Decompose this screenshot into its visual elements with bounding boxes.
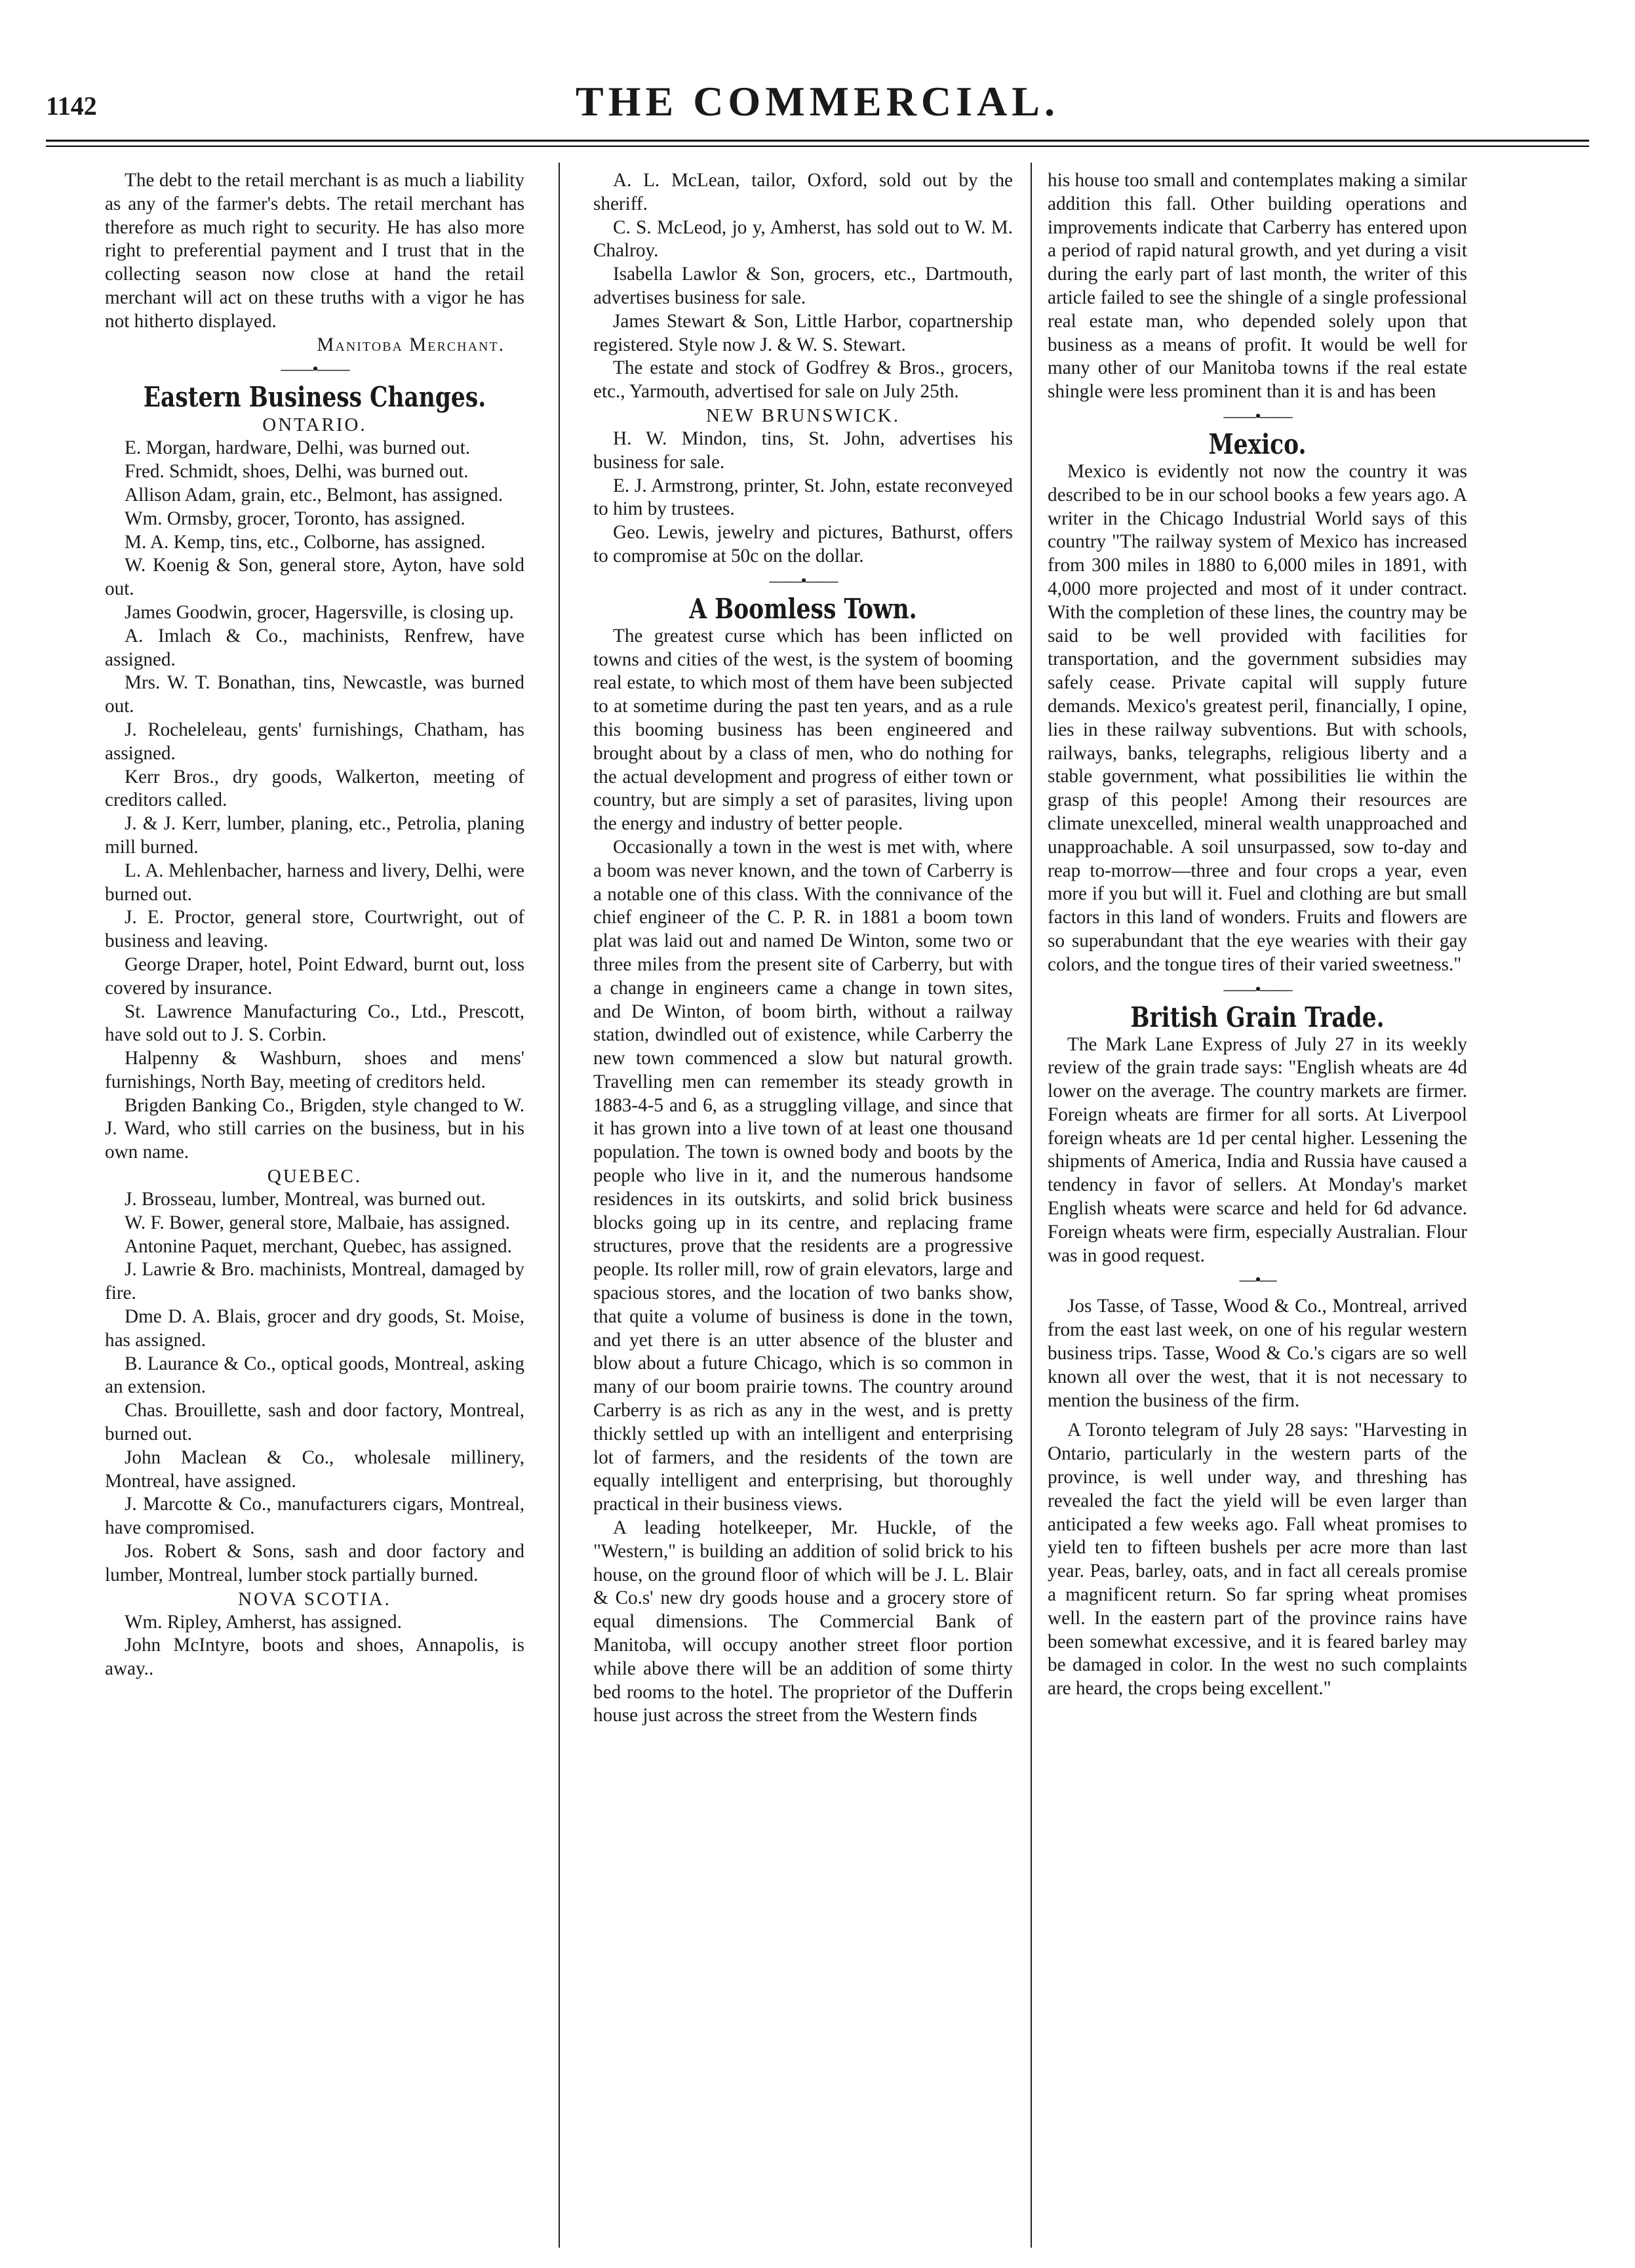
list-item: John Maclean & Co., wholesale millinery, Montreal, have assigned. bbox=[105, 1446, 524, 1492]
list-item: Jos. Robert & Sons, sash and door factory and lumber, Montreal, lumber stock partially burned. bbox=[105, 1541, 524, 1585]
list-item: H. W. Mindon, tins, St. John, advertises his business for sale. bbox=[593, 428, 1013, 473]
column-divider bbox=[559, 163, 560, 2248]
article-paragraph: The Mark Lane Express of July 27 in its weekly review of the grain trade says: "English wheats are 4d lower on the average. The country markets are firmer. Foreign wheats are firmer for all sorts. At Liverpool foreign wheats are 1d per cental higher. Lessening the shipments of America, India and Russia have caused a tendency in favor of sellers. At Monday's market English wheats were scarce and held for 6d advance. Foreign wheats were firm, especially Australian. Flour was in good request. bbox=[1048, 1033, 1467, 1266]
subheading-new-brunswick: NEW BRUNSWICK. bbox=[705, 405, 901, 426]
intro-paragraph: The debt to the retail merchant is as much a liability as any of the farmer's debts. The retail merchant has therefore as much right to security. He has also more right to preferential payment and I trust that in the collecting season now close at hand the retail merchant will act on these truths with a vigor he has not hitherto displayed. bbox=[105, 170, 524, 332]
list-item: Halpenny & Washburn, shoes and mens' furnishings, North Bay, meeting of creditors held. bbox=[105, 1048, 524, 1092]
list-item: M. A. Kemp, tins, etc., Colborne, has assigned. bbox=[125, 531, 486, 553]
subheading-nova-scotia: NOVA SCOTIA. bbox=[238, 1588, 391, 1610]
ornament-divider: ——•—— bbox=[281, 359, 349, 379]
signature: Manitoba Merchant. bbox=[317, 334, 505, 355]
article-paragraph: A Toronto telegram of July 28 says: "Harvesting in Ontario, particularly in the western parts of the province, is well under way, and threshing has revealed the fact the yield will be even larger than anticipated a few weeks ago. Fall wheat promises to yield ten to fifteen bushels per acre more than last year. Peas, barley, oats, and in fact all cereals promise a magnificent return. So far spring wheat promises well. In the eastern part of the province rains have been somewhat excessive, and it is feared barley may be damaged in color. In the west no such complaints are heard, the crops being excellent." bbox=[1048, 1420, 1467, 1700]
list-item: Fred. Schmidt, shoes, Delhi, was burned out. bbox=[125, 461, 469, 483]
ornament-divider: ——•—— bbox=[1223, 406, 1291, 426]
list-item: James Goodwin, grocer, Hagersville, is closing up. bbox=[125, 601, 514, 623]
article-paragraph: his house too small and contemplates making a similar addition this fall. Other building operations and improvements indicate that Carberry has entered upon a period of rapid natural growth, and yet during a visit during the early part of last month, the writer of this article failed to see the shingle of a single professional real estate man, who depended solely upon that business as a means of profit. It would be well for many other of our Manitoba towns if the real estate shingle were less prominent than it is and has been bbox=[1048, 170, 1467, 403]
list-item: Chas. Brouillette, sash and door factory, Montreal, burned out. bbox=[105, 1400, 524, 1445]
list-item: The estate and stock of Godfrey & Bros., grocers, etc., Yarmouth, advertised for sale on July 25th. bbox=[593, 357, 1013, 403]
list-item: J. & J. Kerr, lumber, planing, etc., Petrolia, planing mill burned. bbox=[105, 813, 524, 858]
article-heading: Mexico. bbox=[1208, 428, 1307, 460]
ornament-divider: ——•—— bbox=[1223, 979, 1291, 999]
list-item: Wm. Ripley, Amherst, has assigned. bbox=[125, 1611, 402, 1633]
article-heading: British Grain Trade. bbox=[1130, 1001, 1385, 1033]
list-item: B. Laurance & Co., optical goods, Montreal, asking an extension. bbox=[105, 1353, 524, 1398]
article-paragraph: The greatest curse which has been inflicted on towns and cities of the west, is the system of booming real estate, to which most of them have been subjected to at sometime during the past ten years, and as a rule this booming business has been engineered and brought about by a class of men, who do nothing for the actual development and progress of either town or country, but are simply a set of parasites, living upon the energy and industry of better people. bbox=[593, 625, 1013, 835]
list-item: James Stewart & Son, Little Harbor, copartnership registered. Style now J. & W. S. Stewart. bbox=[593, 310, 1013, 355]
article-heading: A Boomless Town. bbox=[689, 592, 917, 625]
list-item: E. J. Armstrong, printer, St. John, estate reconveyed to him by trustees. bbox=[593, 475, 1013, 520]
list-item: Allison Adam, grain, etc., Belmont, has assigned. bbox=[125, 484, 503, 506]
list-item: E. Morgan, hardware, Delhi, was burned out. bbox=[125, 437, 471, 459]
column-2 bbox=[593, 169, 1013, 1728]
article-paragraph: A leading hotelkeeper, Mr. Huckle, of the "Western," is building an addition of solid brick to his house, on the ground floor of which will be J. L. Blair & Co.s' new dry goods house and a grocery store of equal dimensions. The Commercial Bank of Manitoba, will occupy another street floor portion while above there will be an addition of some thirty bed rooms to the hotel. The proprietor of the Dufferin house just across the street from the Western finds bbox=[593, 1517, 1013, 1726]
list-item: Kerr Bros., dry goods, Walkerton, meeting of creditors called. bbox=[105, 766, 524, 811]
list-item: L. A. Mehlenbacher, harness and livery, Delhi, were burned out. bbox=[105, 860, 524, 905]
column-1 bbox=[105, 169, 524, 1681]
list-item: W. Koenig & Son, general store, Ayton, have sold out. bbox=[105, 555, 524, 600]
list-item: J. E. Proctor, general store, Courtwright, out of business and leaving. bbox=[105, 907, 524, 952]
header-rule bbox=[46, 140, 1589, 147]
list-item: John McIntyre, boots and shoes, Annapolis, is away.. bbox=[105, 1635, 524, 1680]
list-item: J. Marcotte & Co., manufacturers cigars, Montreal, have compromised. bbox=[105, 1494, 524, 1539]
list-item: Geo. Lewis, jewelry and pictures, Bathurst, offers to compromise at 50c on the dollar. bbox=[593, 522, 1013, 567]
list-item: Antonine Paquet, merchant, Quebec, has assigned. bbox=[125, 1235, 512, 1257]
list-item: J. Rocheleleau, gents' furnishings, Chatham, has assigned. bbox=[105, 719, 524, 764]
list-item: Mrs. W. T. Bonathan, tins, Newcastle, was burned out. bbox=[105, 672, 524, 717]
page-number: 1142 bbox=[46, 91, 97, 121]
article-paragraph: Jos Tasse, of Tasse, Wood & Co., Montreal, arrived from the east last week, on one of his regular western business trips. Tasse, Wood & Co.'s cigars are so well known all over the west, that it is not necessary to mention the business of the firm. bbox=[1048, 1296, 1467, 1411]
list-item: J. Lawrie & Bro. machinists, Montreal, damaged by fire. bbox=[105, 1259, 524, 1304]
list-item: St. Lawrence Manufacturing Co., Ltd., Prescott, have sold out to J. S. Corbin. bbox=[105, 1001, 524, 1046]
list-item: J. Brosseau, lumber, Montreal, was burned out. bbox=[125, 1189, 486, 1210]
list-item: Brigden Banking Co., Brigden, style changed to W. J. Ward, who still carries on the business, but in his own name. bbox=[105, 1094, 524, 1163]
article-paragraph: Mexico is evidently not now the country it was described to be in our school books a few years ago. A writer in the Chicago Industrial World says of this country "The railway system of Mexico has increased from 300 miles in 1880 to 6,000 miles in 1891, with 4,000 more projected and most of it under contract. With the completion of these lines, the country may be said to be well provided with facilities for transportation, and the government subsidies may safely cease. Private capital will supply future demands. Mexico's greatest peril, financially, I opine, lies in these railway subventions. But with schools, railways, banks, telegraphs, religious liberty and a stable government, what possibilities lie within the grasp of this people! Among their resources are climate unexcelled, mineral wealth unapproached and unapproachable. A soil unsurpassed, sow to-day and reap to-morrow—three and four crops a year, even more if you but will it. Fuel and clothing are but small factors in this land of wonders. Fruits and flowers are so superabundant that the eye wearies with their gay colors, and the tongue tires of their varied sweetness." bbox=[1048, 460, 1467, 975]
list-item: Isabella Lawlor & Son, grocers, etc., Dartmouth, advertises business for sale. bbox=[593, 264, 1013, 308]
list-item: A. Imlach & Co., machinists, Renfrew, have assigned. bbox=[105, 625, 524, 670]
masthead-title: THE COMMERCIAL. bbox=[576, 78, 1059, 125]
subheading-quebec: QUEBEC. bbox=[267, 1166, 363, 1187]
list-item: W. F. Bower, general store, Malbaie, has assigned. bbox=[125, 1212, 510, 1233]
list-item: Wm. Ormsby, grocer, Toronto, has assigned. bbox=[125, 507, 465, 529]
section-heading: Eastern Business Changes. bbox=[143, 381, 486, 414]
ornament-divider: —•— bbox=[1239, 1270, 1276, 1290]
list-item: C. S. McLeod, jo y, Amherst, has sold out to W. M. Chalroy. bbox=[593, 216, 1013, 262]
column-3 bbox=[1048, 169, 1467, 1701]
list-item: George Draper, hotel, Point Edward, burnt out, loss covered by insurance. bbox=[105, 953, 524, 999]
ornament-divider: ——•—— bbox=[769, 570, 837, 590]
article-paragraph: Occasionally a town in the west is met with, where a boom was never known, and the town of Carberry is a notable one of this class. With the connivance of the chief engineer of the C. P. R. in 1881 a boom town plat was laid out and named De Winton, some two or three miles from the present site of Carberry, but with a change in engineers came a change in town sites, and De Winton, of boom birth, without a railway station, dwindled out of existence, while Carberry the new town commenced a slow but natural growth. Travelling men can remember its steady growth in 1883-4-5 and 6, as a struggling village, and since that it has grown into a live town of at least one thousand population. The town is owned body and boots by the people who live in it, and the numerous handsome residences in its outskirts, and solid brick business blocks going up in its centre, and replacing frame structures, prove that the residents are a progressive people. Its roller mill, row of grain elevators, large and spacious stores, and the location of two banks show, that quite a volume of business is done in the town, and yet there is an utter absence of the bluster and blow about a future Chicago, which is so common in many of our boom prairie towns. The country around Carberry is as rich as any in the west, and is pretty thickly settled up with an intelligent and enterprising lot of farmers, and the residents of the town are equally intelligent and enterprising, but thoroughly practical in their business views. bbox=[593, 836, 1013, 1515]
subheading-ontario: ONTARIO. bbox=[262, 414, 367, 436]
list-item: A. L. McLean, tailor, Oxford, sold out by the sheriff. bbox=[593, 170, 1013, 214]
column-divider bbox=[1031, 163, 1032, 2248]
list-item: Dme D. A. Blais, grocer and dry goods, St. Moise, has assigned. bbox=[105, 1306, 524, 1351]
